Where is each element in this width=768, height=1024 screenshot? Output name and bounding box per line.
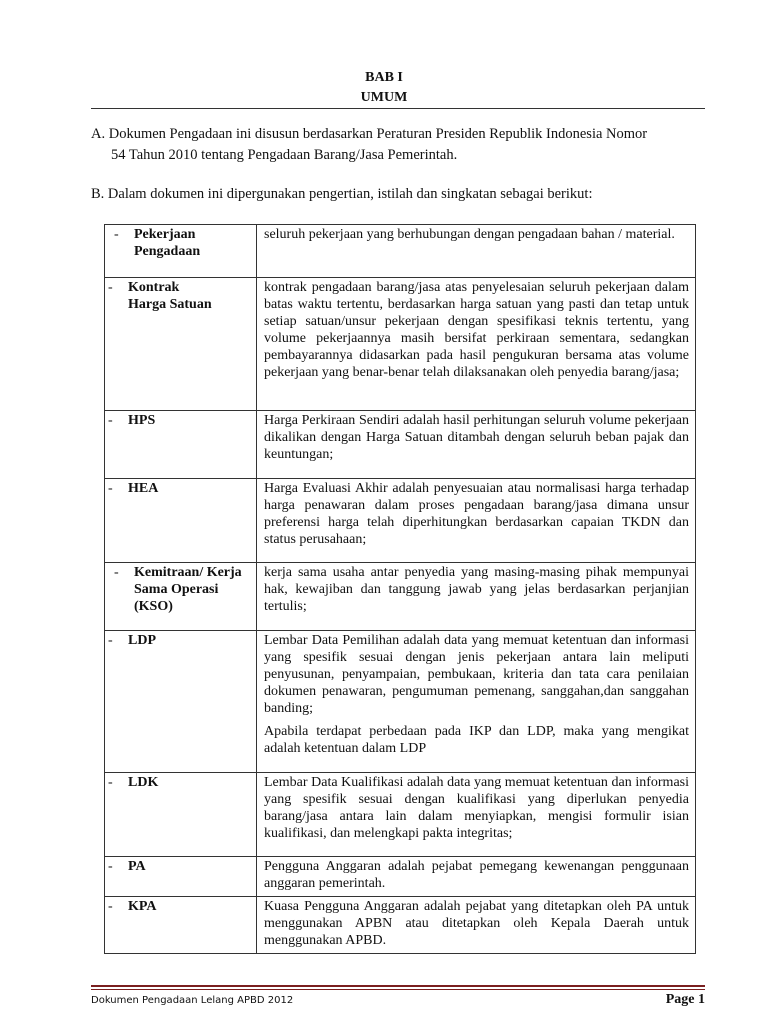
definition-desc xyxy=(257,631,696,773)
definition-term-cell xyxy=(105,773,257,857)
desc-text: Pengguna Anggaran adalah pejabat pemegang kewenangan penggunaan anggaran pemerintah. xyxy=(264,859,689,891)
term-dash: - xyxy=(108,413,113,428)
definition-row xyxy=(105,479,696,563)
term-line: KPA xyxy=(128,899,157,914)
definition-term xyxy=(128,858,256,875)
term-dash: - xyxy=(108,481,113,496)
paragraph-a-line2: 54 Tahun 2010 tentang Pengadaan Barang/Jasa Pemerintah. xyxy=(111,147,458,163)
footer-divider-thin xyxy=(91,989,705,990)
desc-text: Kuasa Pengguna Anggaran adalah pejabat yang ditetapkan oleh PA untuk menggunakan APBN atau ditetapkan oleh Kepala Daerah untuk menggunakan APBD. xyxy=(264,899,689,948)
term-line: Pengadaan xyxy=(134,244,201,259)
definition-row xyxy=(105,225,696,278)
definition-desc xyxy=(257,857,696,897)
definition-row xyxy=(105,631,696,773)
desc-text: kerja sama usaha antar penyedia yang masing-masing pihak mempunyai hak, kewajiban dan tanggung jawab yang jelas berdasarkan perjanjian tertulis; xyxy=(264,565,689,614)
definition-row xyxy=(105,278,696,411)
definition-term xyxy=(128,279,256,313)
definition-desc xyxy=(257,479,696,563)
chapter-heading: BAB I xyxy=(365,70,403,85)
term-dash: - xyxy=(108,859,113,874)
definition-row xyxy=(105,897,696,954)
definition-term-cell xyxy=(105,225,257,278)
definition-row xyxy=(105,411,696,479)
chapter-title: UMUM xyxy=(360,90,408,105)
term-dash: - xyxy=(108,633,113,648)
desc-text: kontrak pengadaan barang/jasa atas penyelesaian seluruh pekerjaan dalam batas waktu tertentu, berdasarkan harga satuan yang pasti dan tetap untuk setiap satuan/unsur pekerjaan dengan spesifikasi teknis tertentu, yang volume pekerjaannya masih bersifat perkiraan sementara, sedangkan pembayarannya didasarkan pada hasil pengukuran bersama atas volume pekerjaan yang benar-benar telah dilaksanakan oleh penyedia barang/jasa; xyxy=(264,280,689,380)
definition-term xyxy=(128,774,256,791)
term-dash: - xyxy=(114,565,119,580)
definition-term-cell xyxy=(105,897,257,954)
desc-text: Harga Perkiraan Sendiri adalah hasil perhitungan seluruh volume pekerjaan dikalikan dengan Harga Satuan ditambah dengan seluruh beban pajak dan keuntungan; xyxy=(264,413,689,462)
definition-term xyxy=(128,898,256,915)
definition-row xyxy=(105,773,696,857)
term-dash: - xyxy=(108,280,113,295)
definition-desc xyxy=(257,563,696,631)
definition-term-cell xyxy=(105,631,257,773)
definition-term xyxy=(134,564,256,615)
paragraph-a-line1: A. Dokumen Pengadaan ini disusun berdasarkan Peraturan Presiden Republik Indonesia Nomor xyxy=(91,126,648,142)
paragraph-a xyxy=(91,124,711,166)
definition-term xyxy=(128,480,256,497)
definition-desc xyxy=(257,773,696,857)
footer-divider-thick xyxy=(91,985,705,987)
definition-desc xyxy=(257,411,696,479)
term-line: LDK xyxy=(128,775,159,790)
term-line: Pekerjaan xyxy=(134,227,196,242)
definition-desc xyxy=(257,225,696,278)
term-line: Kontrak xyxy=(128,280,180,295)
desc-text: Lembar Data Pemilihan adalah data yang memuat ketentuan dan informasi yang spesifik sesuai dengan jenis pekerjaan antara lain meliputi penyusunan, penyampaian, pembukaan, kriteria dan tata cara penilaian dokumen penawaran, pengumuman pemenang, sanggahan,dan sanggahan banding; xyxy=(264,633,689,716)
definition-term xyxy=(128,412,256,429)
definition-term-cell xyxy=(105,411,257,479)
definition-term-cell xyxy=(105,857,257,897)
definition-term-cell xyxy=(105,563,257,631)
definition-term xyxy=(134,226,256,260)
definition-term-cell xyxy=(105,479,257,563)
term-line: LDP xyxy=(128,633,156,648)
header-divider xyxy=(91,108,705,109)
definitions-table xyxy=(104,224,696,954)
definition-row xyxy=(105,857,696,897)
paragraph-b: B. Dalam dokumen ini dipergunakan pengertian, istilah dan singkatan sebagai berikut: xyxy=(91,186,593,202)
definition-desc xyxy=(257,278,696,411)
term-line: HPS xyxy=(128,413,156,428)
term-line: Kemitraan/ Kerja xyxy=(134,565,242,580)
term-line: Sama Operasi xyxy=(134,582,219,597)
term-line: (KSO) xyxy=(134,599,173,614)
desc-text: seluruh pekerjaan yang berhubungan dengan pengadaan bahan / material. xyxy=(264,227,675,242)
footer-document-title: Dokumen Pengadaan Lelang APBD 2012 xyxy=(91,995,294,1006)
definition-term xyxy=(128,632,256,649)
term-dash: - xyxy=(108,899,113,914)
definition-row xyxy=(105,563,696,631)
term-line: Harga Satuan xyxy=(128,297,212,312)
term-line: PA xyxy=(128,859,146,874)
term-dash: - xyxy=(108,775,113,790)
definition-term-cell xyxy=(105,278,257,411)
term-line: HEA xyxy=(128,481,159,496)
definition-desc xyxy=(257,897,696,954)
desc-text: Lembar Data Kualifikasi adalah data yang memuat ketentuan dan informasi yang spesifik sesuai dengan kualifikasi yang diperlukan penyedia barang/jasa antara lain dalam menyiapkan, mengisi formulir isian kualifikasi, dan melengkapi pakta integritas; xyxy=(264,775,689,841)
term-dash: - xyxy=(114,227,119,242)
desc-text: Apabila terdapat perbedaan pada IKP dan LDP, maka yang mengikat adalah ketentuan dalam LDP xyxy=(264,724,689,756)
desc-text: Harga Evaluasi Akhir adalah penyesuaian atau normalisasi harga terhadap harga penawaran dalam proses pengadaan barang/jasa dimana unsur preferensi harga telah diperhitungkan berdasarkan capaian TKDN dan status perusahaan; xyxy=(264,481,689,547)
page-number: Page 1 xyxy=(665,992,705,1007)
